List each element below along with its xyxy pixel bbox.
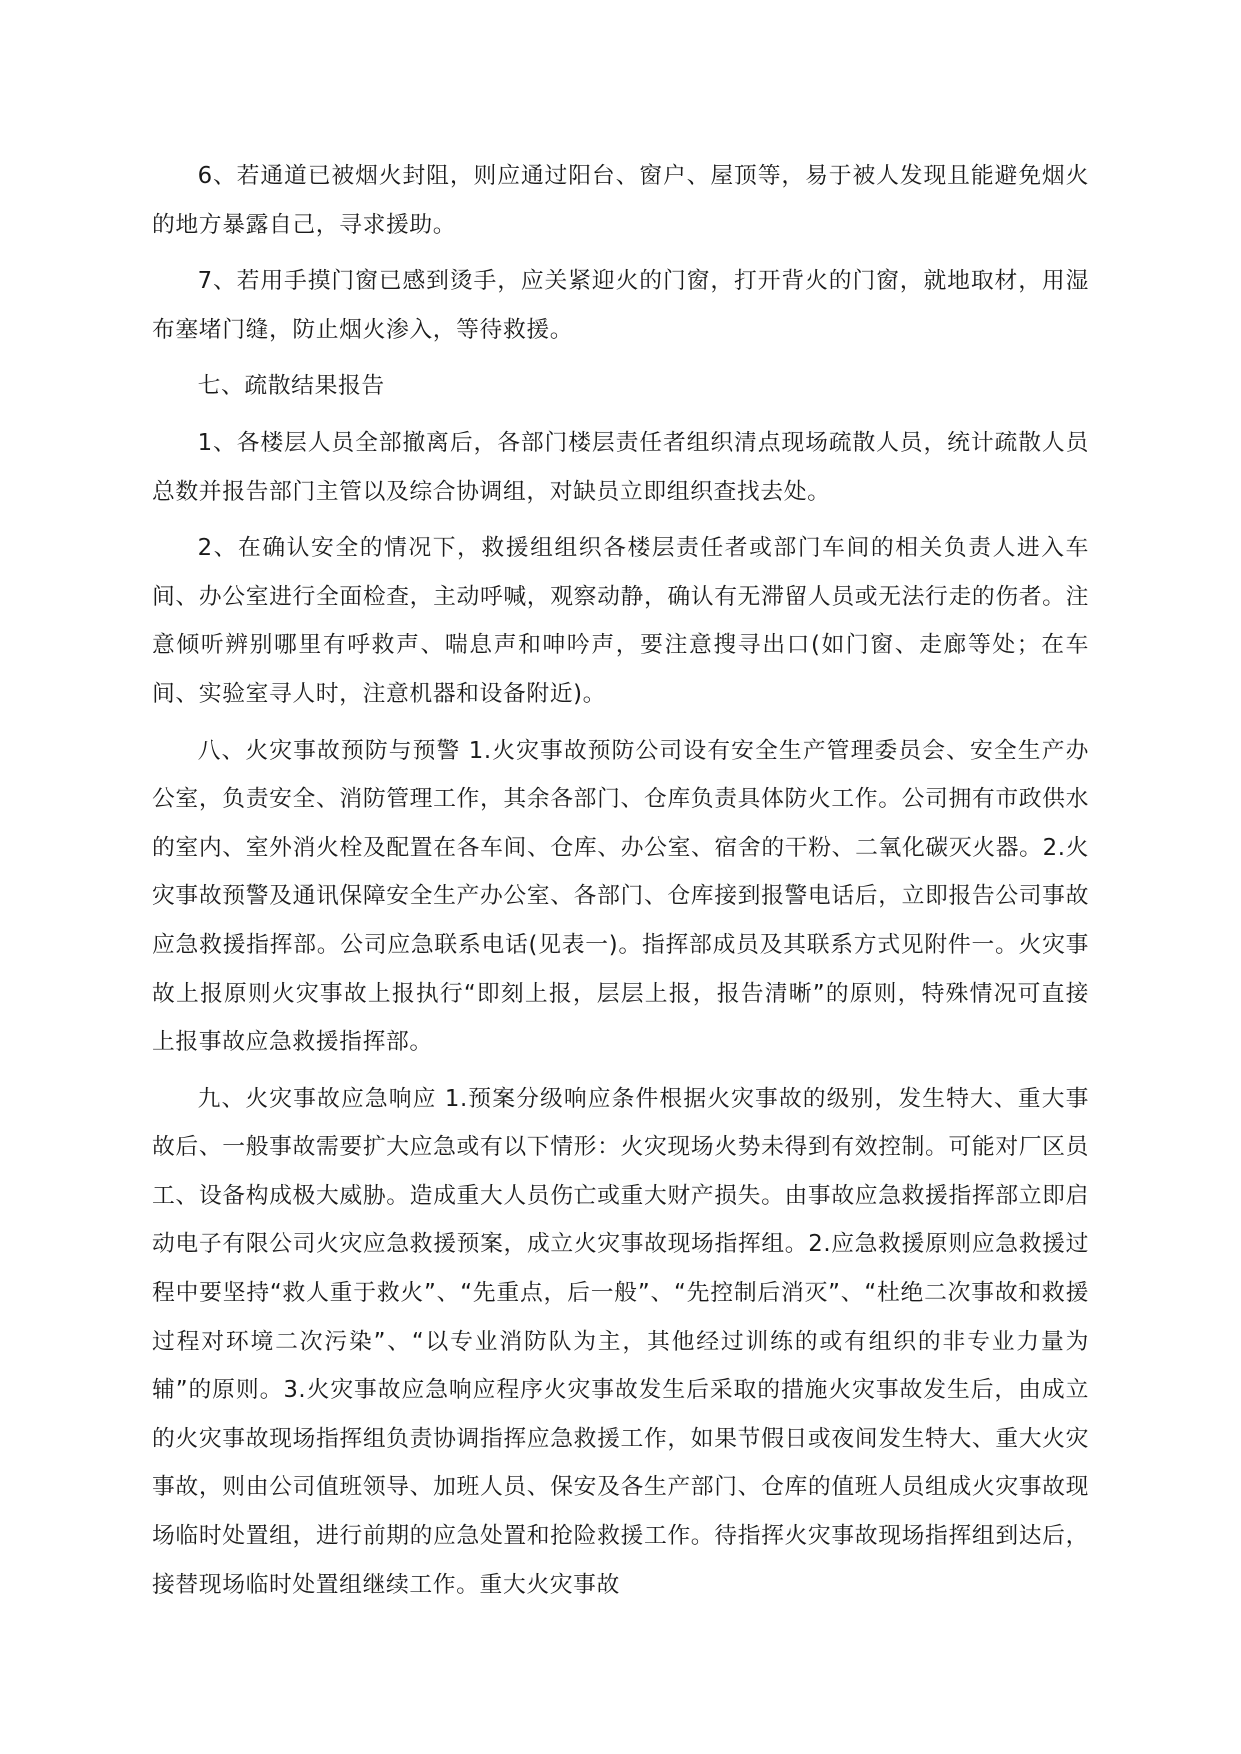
paragraph-search-inspection: 2、在确认安全的情况下，救援组组织各楼层责任者或部门车间的相关负责人进入车间、办公室进行全面检查，主动呼喊，观察动静，确认有无滞留人员或无法行走的伤者。注意倾听辨别哪里有呼救声、喘息声和呻吟声，要注意搜寻出口(如门窗、走廊等处；在车间、实验室寻人时，注意机器和设备附近)。 (152, 535, 1089, 707)
paragraph-escape-blocked-passage: 6、若通道已被烟火封阻，则应通过阳台、窗户、屋顶等，易于被人发现且能避免烟火的地方暴露自己，寻求援助。 (152, 163, 1089, 238)
paragraph-hot-door-window: 7、若用手摸门窗已感到烫手，应关紧迎火的门窗，打开背火的门窗，就地取材，用湿布塞堵门缝，防止烟火渗入，等待救援。 (152, 268, 1089, 343)
paragraph-headcount: 1、各楼层人员全部撤离后，各部门楼层责任者组织清点现场疏散人员，统计疏散人员总数并报告部门主管以及综合协调组，对缺员立即组织查找去处。 (152, 429, 1089, 505)
section-heading-evacuation-report: 七、疏散结果报告 (197, 373, 385, 400)
document-body (152, 152, 1089, 1617)
paragraph-fire-emergency-response: 九、火灾事故应急响应 1.预案分级响应条件根据火灾事故的级别，发生特大、重大事故后、一般事故需要扩大应急或有以下情形：火灾现场火势未得到有效控制。可能对厂区员工、设备构成极大威胁。造成重大人员伤亡或重大财产损失。由事故应急救援指挥部立即启动电子有限公司火灾应急救援预案，成立火灾事故现场指挥组。2.应急救援原则应急救援过程中要坚持“救人重于救火”、“先重点，后一般”、“先控制后消灭”、“杜绝二次事故和救援过程对环境二次污染”、“以专业消防队为主，其他经过训练的或有组织的非专业力量为辅”的原则。3.火灾事故应急响应程序火灾事故发生后采取的措施火灾事故发生后，由成立的火灾事故现场指挥组负责协调指挥应急救援工作，如果节假日或夜间发生特大、重大火灾事故，则由公司值班领导、加班人员、保安及各生产部门、仓库的值班人员组成火灾事故现场临时处置组，进行前期的应急处置和抢险救援工作。待指挥火灾事故现场指挥组到达后，接替现场临时处置组继续工作。重大火灾事故 (152, 1085, 1089, 1598)
paragraph-fire-prevention-warning: 八、火灾事故预防与预警 1.火灾事故预防公司设有安全生产管理委员会、安全生产办公室，负责安全、消防管理工作，其余各部门、仓库负责具体防火工作。公司拥有市政供水的室内、室外消火栓及配置在各车间、仓库、办公室、宿舍的干粉、二氧化碳灭火器。2.火灾事故预警及通讯保障安全生产办公室、各部门、仓库接到报警电话后，立即报告公司事故应急救援指挥部。公司应急联系电话(见表一)。指挥部成员及其联系方式见附件一。火灾事故上报原则火灾事故上报执行“即刻上报，层层上报，报告清晰”的原则，特殊情况可直接上报事故应急救援指挥部。 (152, 737, 1089, 1056)
